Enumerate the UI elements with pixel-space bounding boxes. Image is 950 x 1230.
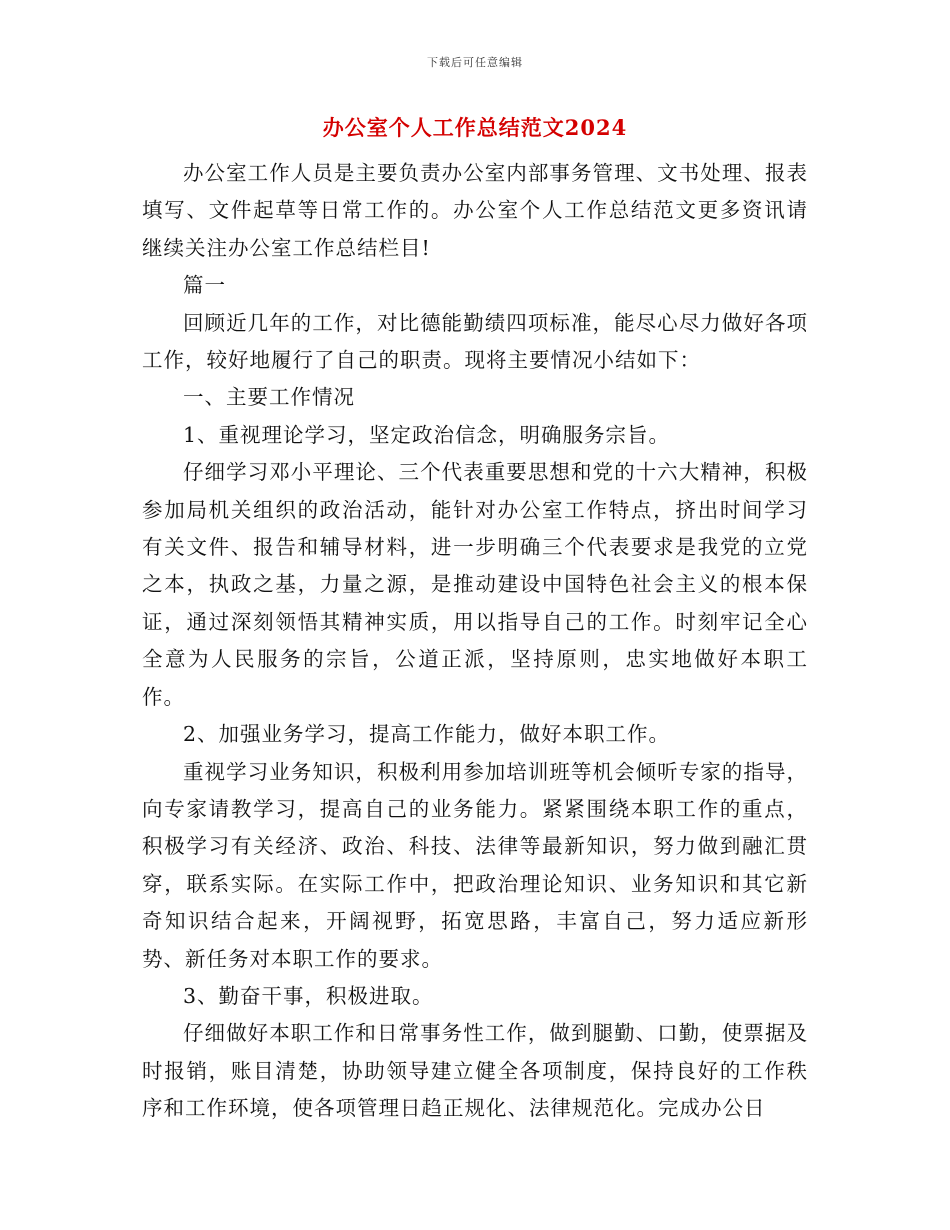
subsection-heading: 2、加强业务学习，提高工作能力，做好本职工作。 bbox=[183, 722, 671, 747]
paragraph: 仔细学习邓小平理论、三个代表重要思想和党的十六大精神，积极参加局机关组织的政治活动，能针对办公室工作特点，挤出时间学习有关文件、报告和辅导材料，进一步明确三个代表要求是我党的立党之本，执政之基，力量之源，是推动建设中国特色社会主义的根本保证，通过深刻领悟其精神实质，用以指导自己的工作。时刻牢记全心全意为人民服务的宗旨，公道正派，坚持原则，忠实地做好本职工作。 bbox=[142, 460, 808, 709]
paragraph: 办公室工作人员是主要负责办公室内部事务管理、文书处理、报表填写、文件起草等日常工作的。办公室个人工作总结范文更多资讯请继续关注办公室工作总结栏目! bbox=[142, 161, 808, 260]
subsection-heading: 1、重视理论学习，坚定政治信念，明确服务宗旨。 bbox=[183, 422, 671, 447]
paragraph: 重视学习业务知识，积极利用参加培训班等机会倾听专家的指导，向专家请教学习，提高自己的业务能力。紧紧围绕本职工作的重点，积极学习有关经济、政治、科技、法律等最新知识，努力做到融汇贯穿，联系实际。在实际工作中，把政治理论知识、业务知识和其它新奇知识结合起来，开阔视野，拓宽思路，丰富自己，努力适应新形势、新任务对本职工作的要求。 bbox=[142, 759, 808, 971]
section-heading: 篇一 bbox=[183, 273, 226, 298]
document-title: 办公室个人工作总结范文2024 bbox=[322, 115, 628, 140]
section-heading: 一、主要工作情况 bbox=[183, 385, 355, 410]
document-body bbox=[142, 155, 808, 1128]
header-note: 下载后可任意编辑 bbox=[427, 56, 523, 69]
subsection-heading: 3、勤奋干事，积极进取。 bbox=[183, 983, 434, 1008]
paragraph: 仔细做好本职工作和日常事务性工作，做到腿勤、口勤，使票据及时报销，账目清楚，协助领导建立健全各项制度，保持良好的工作秩序和工作环境，使各项管理日趋正规化、法律规范化。完成办公日 bbox=[142, 1021, 808, 1121]
paragraph: 回顾近几年的工作，对比德能勤绩四项标准，能尽心尽力做好各项工作，较好地履行了自己的职责。现将主要情况小结如下： bbox=[142, 310, 808, 373]
